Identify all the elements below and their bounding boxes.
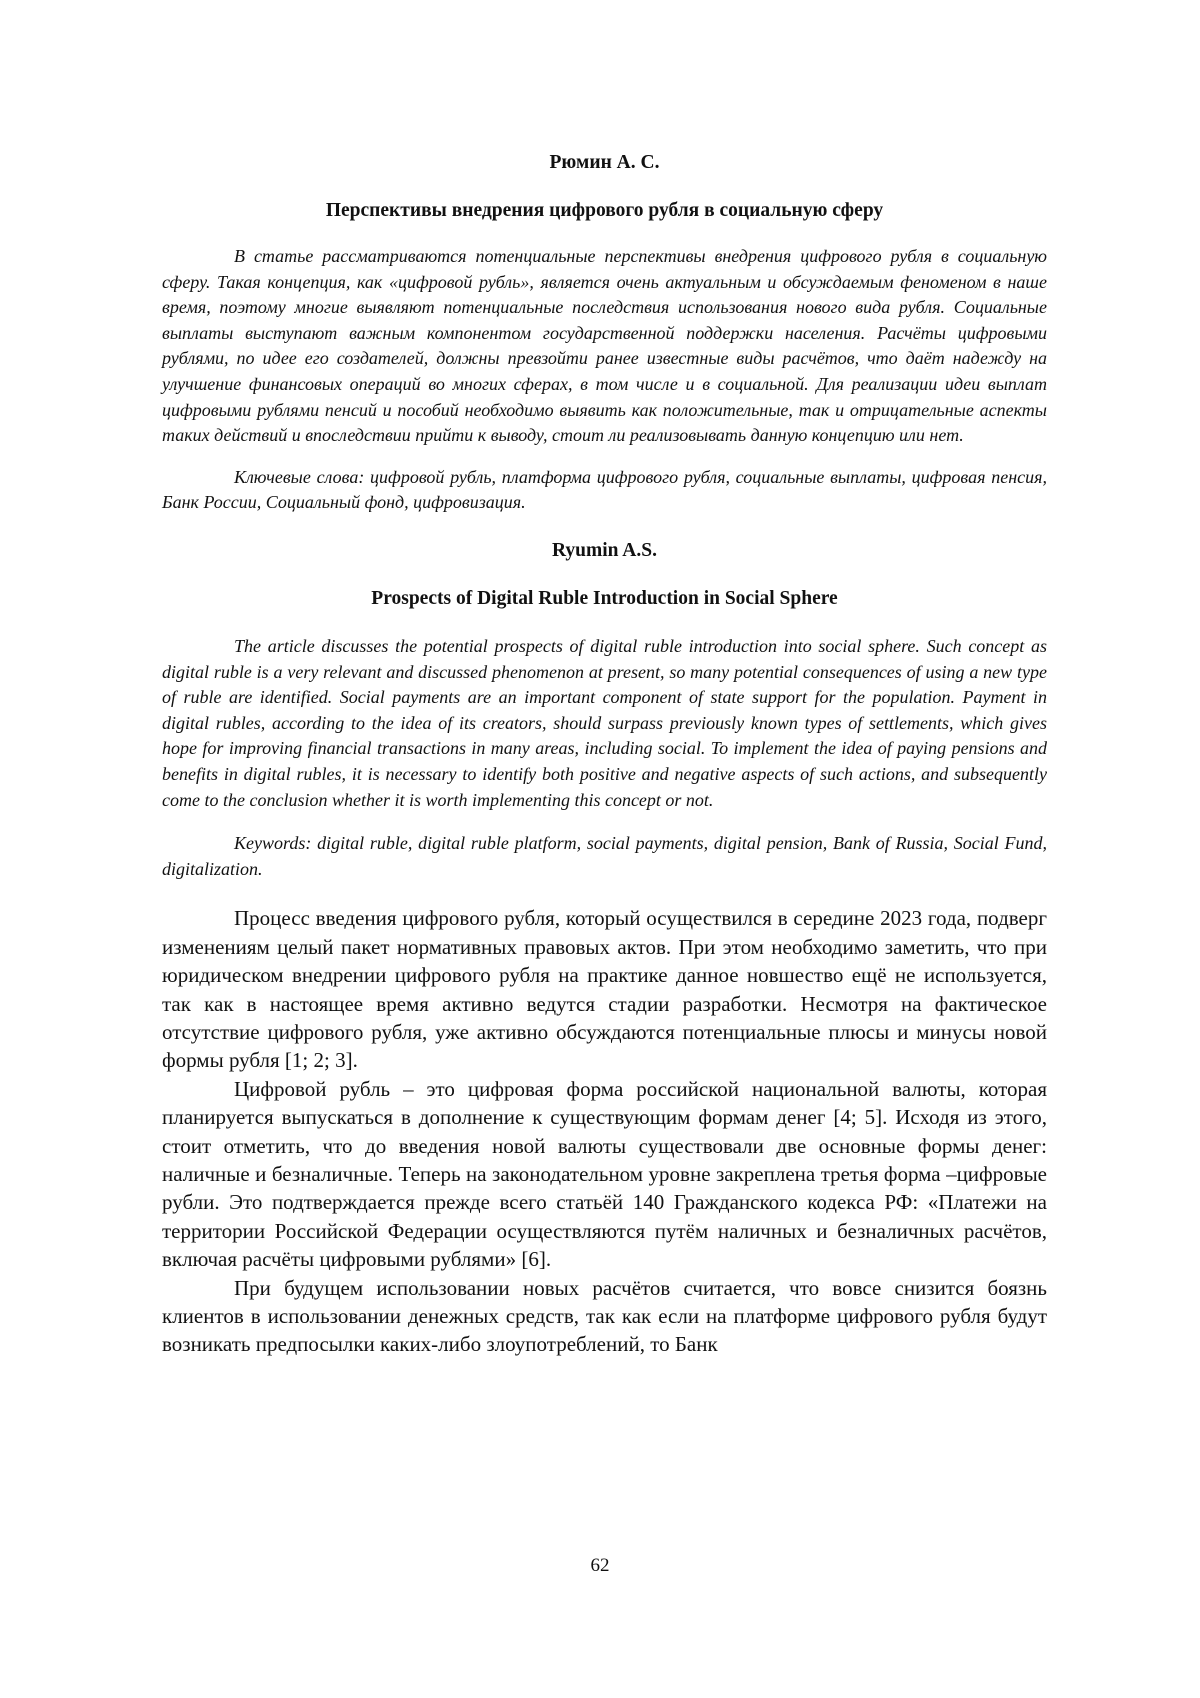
abstract-ru: В статье рассматриваются потенциальные перспективы внедрения цифрового рубля в социальную сферу. Такая концепция, как «цифровой рубль», является очень актуальным и обсуждаемым феноменом в наше время, поэтому многие выявляют потенциальные последствия использования нового вида рубля. Социальные выплаты выступают важным компонентом государственной поддержки населения. Расчёты цифровыми рублями, по идее его создателей, должны превзойти ранее известные виды расчётов, что даёт надежду на улучшение финансовых операций во многих сферах, в том числе и в социальной. Для реализации идеи выплат цифровыми рублями пенсий и пособий необходимо выявить как положительные, так и отрицательные аспекты таких действий и впоследствии прийти к выводу, стоит ли реализовывать данную концепцию или нет. [162,244,1047,449]
title-ru: Перспективы внедрения цифрового рубля в социальную сферу [162,198,1047,224]
body-text [162,904,1047,1359]
title-en: Prospects of Digital Ruble Introduction in Social Sphere [162,586,1047,612]
body-paragraph: Цифровой рубль – это цифровая форма российской национальной валюты, которая планируется выпускаться в дополнение к существующим формам денег [4; 5]. Исходя из этого, стоит отметить, что до введения новой валюты существовали две основные формы денег: наличные и безналичные. Теперь на законодательном уровне закреплена третья форма –цифровые рубли. Это подтверждается прежде всего статьёй 140 Гражданского кодекса РФ: «Платежи на территории Российской Федерации осуществляются путём наличных и безналичных расчётов, включая расчёты цифровыми рублями» [6]. [162,1075,1047,1274]
keywords-en: Keywords: digital ruble, digital ruble platform, social payments, digital pension, Bank of Russia, Social Fund, digitalization. [162,831,1047,882]
page-number: 62 [0,1554,1200,1578]
body-paragraph: При будущем использовании новых расчётов считается, что вовсе снизится боязнь клиентов в использовании денежных средств, так как если на платформе цифрового рубля будут возникать предпосылки каких-либо злоупотреблений, то Банк [162,1274,1047,1359]
keywords-ru: Ключевые слова: цифровой рубль, платформа цифрового рубля, социальные выплаты, цифровая пенсия, Банк России, Социальный фонд, цифровизация. [162,465,1047,516]
abstract-en: The article discusses the potential prospects of digital ruble introduction into social sphere. Such concept as digital ruble is a very relevant and discussed phenomenon at present, so many potential consequences of using a new type of ruble are identified. Social payments are an important component of state support for the population. Payment in digital rubles, according to the idea of its creators, should surpass previously known types of settlements, which gives hope for improving financial transactions in many areas, including social. To implement the idea of paying pensions and benefits in digital rubles, it is necessary to identify both positive and negative aspects of such actions, and subsequently come to the conclusion whether it is worth implementing this concept or not. [162,634,1047,813]
author-en: Ryumin A.S. [162,538,1047,564]
author-ru: Рюмин А. С. [162,150,1047,176]
body-paragraph: Процесс введения цифрового рубля, который осуществился в середине 2023 года, подверг изменениям целый пакет нормативных правовых актов. При этом необходимо заметить, что при юридическом внедрении цифрового рубля на практике данное новшество ещё не используется, так как в настоящее время активно ведутся стадии разработки. Несмотря на фактическое отсутствие цифрового рубля, уже активно обсуждаются потенциальные плюсы и минусы новой формы рубля [1; 2; 3]. [162,904,1047,1074]
article-page [162,150,1047,1359]
